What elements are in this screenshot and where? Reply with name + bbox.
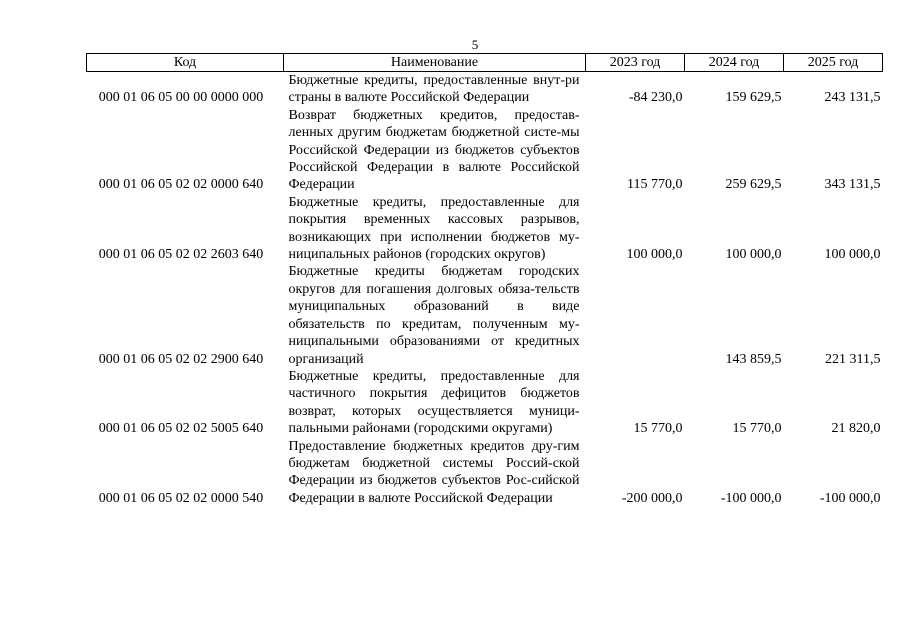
header-code: Код <box>87 54 284 72</box>
row-value-2024: 143 859,5 <box>725 351 782 367</box>
row-value-2025: 243 131,5 <box>824 90 881 106</box>
row-code: 000 01 06 05 02 02 2603 640 <box>98 247 264 263</box>
row-code: 000 01 06 05 02 02 0000 640 <box>98 177 264 193</box>
row-value-2024: 259 629,5 <box>725 177 782 193</box>
header-2024: 2024 год <box>685 54 784 72</box>
header-name: Наименование <box>284 54 586 72</box>
row-value-2024: -100 000,0 <box>720 490 782 506</box>
row-value-2025: 343 131,5 <box>824 177 881 193</box>
row-value-2025: -100 000,0 <box>819 490 881 506</box>
row-name: Бюджетные кредиты бюджетам городских округов для погашения долговых обяза-тельств муниципальных образований в виде обязательств по кредитам, полученным му-ниципальными образованиями от кредитных организаций <box>288 264 580 367</box>
page-number: 5 <box>471 37 479 52</box>
row-name: Бюджетные кредиты, предоставленные внут-ри страны в валюте Российской Федерации <box>288 73 580 106</box>
row-value-2023: 100 000,0 <box>626 247 683 263</box>
row-code: 000 01 06 05 02 02 2900 640 <box>98 351 264 367</box>
row-name: Бюджетные кредиты, предоставленные для частичного покрытия дефицитов бюджетов возврат, которых осуществляется муници-пальными районами (городскими округами) <box>288 368 580 437</box>
row-name: Предоставление бюджетных кредитов дру-гим бюджетам бюджетной системы Россий-ской Федерации из бюджетов субъектов Рос-сийской Федерации в валюте Российской Федерации <box>288 438 580 506</box>
header-2023: 2023 год <box>586 54 685 72</box>
row-code: 000 01 06 05 00 00 0000 000 <box>98 90 264 106</box>
header-2025: 2025 год <box>784 54 883 72</box>
row-value-2023: 115 770,0 <box>627 177 683 193</box>
row-value-2024: 100 000,0 <box>725 247 782 263</box>
row-value-2023: 15 770,0 <box>633 421 683 437</box>
row-value-2025: 21 820,0 <box>831 421 881 437</box>
table-row <box>87 368 883 438</box>
table-row <box>87 263 883 367</box>
budget-table <box>86 53 883 507</box>
row-name: Возврат бюджетных кредитов, предостав-ленных другим бюджетам бюджетной систе-мы Российской Федерации из бюджетов субъектов Российской Федерации в валюте Российской Федерации <box>288 107 580 193</box>
table-row <box>87 194 883 264</box>
row-value-2024: 15 770,0 <box>732 421 782 437</box>
row-code: 000 01 06 05 02 02 5005 640 <box>98 421 264 437</box>
table-row <box>87 72 883 107</box>
row-value-2024: 159 629,5 <box>725 90 782 106</box>
table-row <box>87 107 883 194</box>
row-value-2023 <box>586 263 685 367</box>
row-value-2023: -200 000,0 <box>621 490 683 506</box>
row-value-2025: 221 311,5 <box>825 351 881 367</box>
row-value-2025: 100 000,0 <box>824 247 881 263</box>
row-value-2023: -84 230,0 <box>628 90 683 106</box>
table-row <box>87 438 883 508</box>
row-name: Бюджетные кредиты, предоставленные для покрытия временных кассовых разрывов, возникающих при исполнении бюджетов му-ниципальных районов (городских округов) <box>288 194 580 263</box>
table-header-row <box>87 54 883 72</box>
row-code: 000 01 06 05 02 02 0000 540 <box>98 490 264 506</box>
